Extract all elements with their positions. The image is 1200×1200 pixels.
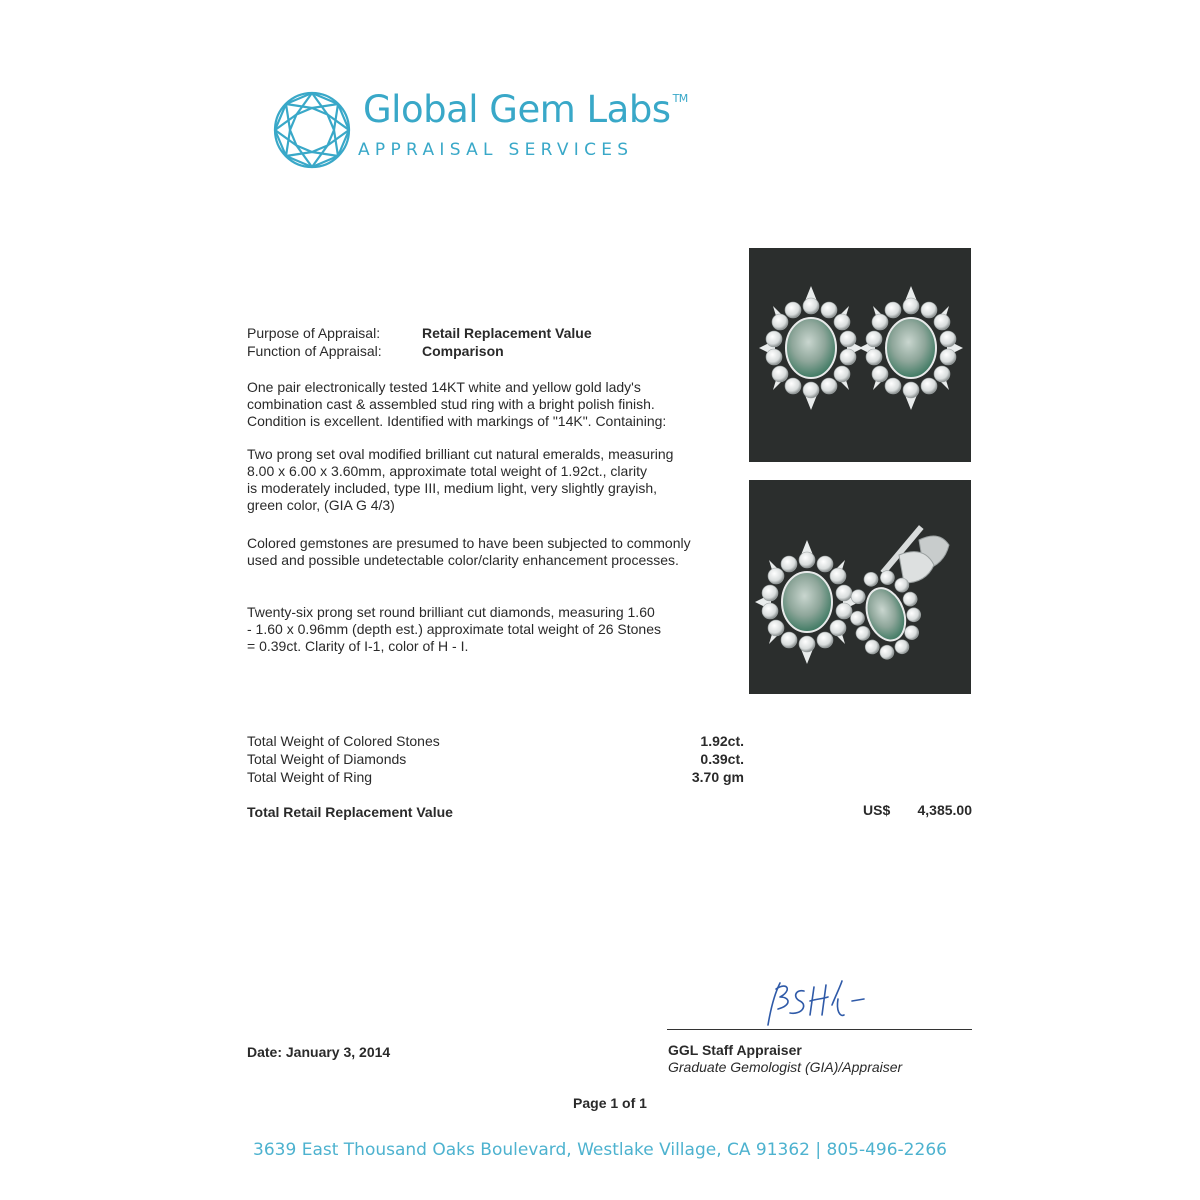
totals-row-diamonds-value: 0.39ct. xyxy=(700,751,744,767)
brand-subtitle: APPRAISAL SERVICES xyxy=(358,140,634,160)
purpose-label: Purpose of Appraisal: xyxy=(247,325,381,341)
trademark-mark: TM xyxy=(672,92,688,105)
signature-line xyxy=(667,1029,972,1030)
gem-logo-icon xyxy=(272,90,352,170)
totals-row-diamonds-label: Total Weight of Diamonds xyxy=(247,751,407,767)
appraiser-title: GGL Staff Appraiser xyxy=(668,1042,802,1058)
page-number: Page 1 of 1 xyxy=(573,1095,647,1111)
retail-value-amount: 4,385.00 xyxy=(917,802,972,818)
totals-row-colored-stones-value: 1.92ct. xyxy=(700,733,744,749)
earrings-front-illustration xyxy=(749,248,971,462)
totals-row-colored-stones-label: Total Weight of Colored Stones xyxy=(247,733,440,749)
appraiser-credentials: Graduate Gemologist (GIA)/Appraiser xyxy=(668,1059,903,1075)
brand-name: Global Gem Labs ™ xyxy=(363,88,688,131)
totals-row-ring-value: 3.70 gm xyxy=(691,769,744,785)
emerald-description: Two prong set oval modified brilliant cut natural emeralds, measuring 8.00 x 6.00 x 3.60mm, approximate total weight of 1.92ct., clarity is moderately included, type III, medium light, very slightly grayish, green color, (GIA G 4/3) xyxy=(247,446,674,513)
enhancement-disclaimer: Colored gemstones are presumed to have been subjected to commonly used and possible undetectable color/clarity enhancement processes. xyxy=(247,535,691,568)
appraisal-date: Date: January 3, 2014 xyxy=(247,1044,391,1060)
retail-value-label: Total Retail Replacement Value xyxy=(247,804,453,820)
appraiser-signature xyxy=(740,975,880,1035)
lab-address-footer: 3639 East Thousand Oaks Boulevard, Westlake Village, CA 91362 | 805-496-2266 xyxy=(253,1140,947,1160)
currency-code: US$ xyxy=(863,802,891,818)
item-description: One pair electronically tested 14KT white and yellow gold lady's combination cast & assembled stud ring with a bright polish finish. Condition is excellent. Identified with markings of "14K". Containing: xyxy=(247,379,667,429)
earrings-photo-front xyxy=(749,248,971,462)
earrings-side-illustration xyxy=(749,480,971,694)
function-value: Comparison xyxy=(422,343,504,359)
function-label: Function of Appraisal: xyxy=(247,343,382,359)
diamond-description: Twenty-six prong set round brilliant cut diamonds, measuring 1.60 - 1.60 x 0.96mm (depth est.) approximate total weight of 26 Stones = 0.39ct. Clarity of I-1, color of H - I. xyxy=(247,604,661,654)
purpose-value: Retail Replacement Value xyxy=(422,325,592,341)
totals-row-ring-label: Total Weight of Ring xyxy=(247,769,373,785)
earrings-photo-side xyxy=(749,480,971,694)
